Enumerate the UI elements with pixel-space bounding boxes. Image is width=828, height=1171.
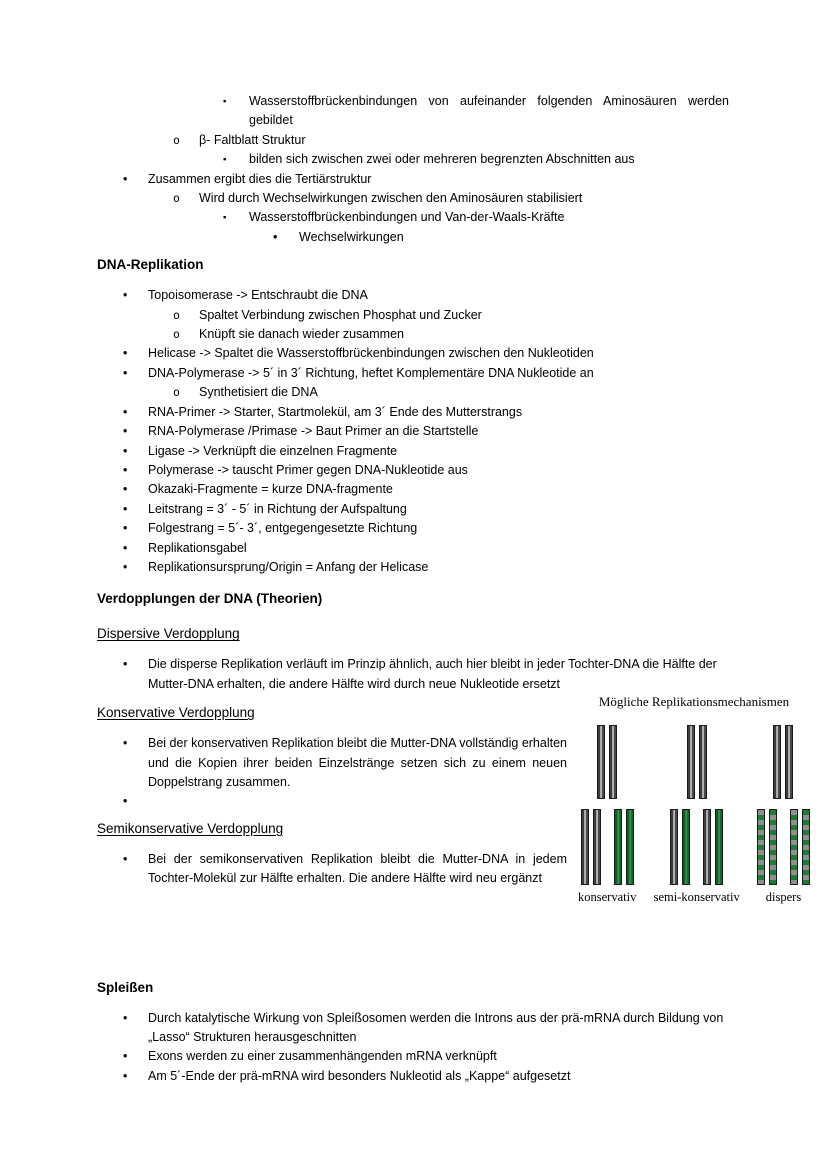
list-item: [97, 655, 729, 694]
list-item: [97, 189, 729, 208]
daughter-strand-pair: [703, 809, 723, 885]
old-strand-bar: [785, 725, 793, 799]
daughter-strand-pair: [581, 809, 601, 885]
list-item-text: Ligase -> Verknüpft die einzelnen Fragmente: [148, 443, 398, 458]
bullet-marker: o: [173, 191, 180, 206]
list-item: [97, 519, 729, 538]
mechanism-column: [757, 725, 810, 905]
bullet-marker: •: [123, 559, 128, 574]
daughter-strand-pair: [670, 809, 690, 885]
old-strand-bar: [593, 809, 601, 885]
daughter-strand-pair: [757, 809, 777, 885]
old-strand-bar: [699, 725, 707, 799]
list-item-text: RNA-Polymerase /Primase -> Baut Primer an die Startstelle: [148, 424, 479, 439]
list-item: [97, 228, 729, 247]
bullet-marker: •: [123, 657, 128, 672]
list-item: [97, 480, 729, 499]
parent-strand-pair: [597, 725, 617, 799]
bullet-marker: o: [173, 385, 180, 400]
list-item: [97, 1067, 729, 1086]
new-strand-bar: [682, 809, 690, 885]
list-item: [97, 92, 729, 131]
list-item-text: Helicase -> Spaltet die Wasserstoffbrückenbindungen zwischen den Nukleotiden: [148, 346, 594, 361]
bullet-marker: •: [123, 443, 128, 458]
list-item-text: Folgestrang = 5´- 3´, entgegengesetzte Richtung: [148, 521, 418, 536]
bullet-marker: •: [123, 851, 128, 866]
list-item: [97, 442, 729, 461]
list-item-text: Wechselwirkungen: [299, 229, 404, 244]
list-item-text: Leitstrang = 3´ - 5´ in Richtung der Aufspaltung: [148, 501, 407, 516]
dispersive-list: [97, 655, 729, 694]
list-item: [97, 344, 729, 363]
mixed-strand-bar: [769, 809, 777, 885]
list-item-text: Wasserstoffbrückenbindungen und Van-der-Waals-Kräfte: [249, 210, 565, 225]
spleissen-list: [97, 1009, 729, 1087]
bullet-marker: •: [123, 521, 128, 536]
list-item: [97, 539, 729, 558]
old-strand-bar: [703, 809, 711, 885]
bullet-marker: •: [123, 171, 128, 186]
figure-columns: [578, 725, 810, 905]
list-item: [97, 500, 729, 519]
list-item-text: Wasserstoffbrückenbindungen von aufeinander folgenden Aminosäuren werden gebildet: [249, 94, 729, 128]
list-item-text: Am 5´-Ende der prä-mRNA wird besonders Nukleotid als „Kappe“ aufgesetzt: [148, 1068, 571, 1083]
old-strand-bar: [581, 809, 589, 885]
new-strand-bar: [715, 809, 723, 885]
list-item-text: β- Faltblatt Struktur: [199, 132, 306, 147]
new-strand-bar: [614, 809, 622, 885]
subheading-dispersive-verdopplung: Dispersive Verdopplung: [97, 626, 240, 642]
list-item-text: bilden sich zwischen zwei oder mehreren begrenzten Abschnitten aus: [249, 152, 635, 167]
list-item: [97, 325, 729, 344]
bullet-marker: •: [273, 229, 278, 244]
list-item-text: Bei der semikonservativen Replikation bleibt die Mutter-DNA in jedem Tochter-Molekül zur Hälfte erhalten. Die andere Hälfte wird neu ergänzt: [148, 851, 567, 886]
list-item-text: Knüpft sie danach wieder zusammen: [199, 327, 404, 342]
list-item-text: Replikationsgabel: [148, 540, 247, 555]
parent-strand-pair: [687, 725, 707, 799]
list-item-text: Durch katalytische Wirkung von Spleißosomen werden die Introns aus der prä-mRNA durch Bildung von „Lasso“ Strukturen herausgeschnitten: [148, 1010, 724, 1044]
bullet-marker: •: [123, 365, 128, 380]
mechanism-column: [654, 725, 740, 905]
list-item: [97, 131, 729, 150]
list-item: [97, 364, 729, 383]
mechanism-label: konservativ: [578, 890, 637, 904]
parent-strand-pair: [773, 725, 793, 799]
list-item: [97, 208, 729, 227]
intro-bullet-list: [97, 92, 729, 247]
bullet-marker: •: [123, 794, 128, 809]
bullet-marker: o: [173, 307, 180, 322]
list-item-text: Polymerase -> tauscht Primer gegen DNA-Nukleotide aus: [148, 462, 468, 477]
mixed-strand-bar: [802, 809, 810, 885]
bullet-marker: ▪: [223, 96, 227, 107]
list-item-text: Bei der konservativen Replikation bleibt die Mutter-DNA vollständig erhalten und die Kopien ihrer beiden Einzelstränge setzen sich zu einem neuen Doppelstrang zusammen.: [148, 736, 567, 789]
mechanism-label: dispers: [765, 890, 802, 904]
list-item-text: Spaltet Verbindung zwischen Phosphat und Zucker: [199, 307, 482, 322]
list-item-text: Okazaki-Fragmente = kurze DNA-fragmente: [148, 482, 393, 497]
list-item-text: Topoisomerase -> Entschraubt die DNA: [148, 288, 368, 303]
bullet-marker: o: [173, 132, 180, 147]
bullet-marker: •: [123, 288, 128, 303]
heading-dna-replikation: DNA-Replikation: [97, 257, 204, 273]
list-item-text: Replikationsursprung/Origin = Anfang der Helicase: [148, 559, 429, 574]
daughter-strand-pair: [614, 809, 634, 885]
list-item-text: Die disperse Replikation verläuft im Prinzip ähnlich, auch hier bleibt in jeder Tochter-DNA die Hälfte der Mutter-DNA erhalten, die andere Hälfte wird durch neue Nukleotide ersetzt: [148, 657, 717, 691]
bullet-marker: •: [123, 736, 128, 751]
bullet-marker: •: [123, 404, 128, 419]
heading-spleissen: Spleißen: [97, 979, 154, 995]
daughter-strands-row: [757, 809, 810, 885]
bullet-marker: •: [123, 1010, 128, 1025]
figure-title: Mögliche Replikationsmechanismen: [598, 694, 790, 709]
bullet-marker: •: [123, 462, 128, 477]
bullet-marker: ▪: [223, 154, 227, 166]
old-strand-bar: [670, 809, 678, 885]
list-item: [97, 306, 729, 325]
bullet-marker: •: [123, 346, 128, 361]
list-item-text: Wird durch Wechselwirkungen zwischen den Aminosäuren stabilisiert: [199, 191, 583, 206]
bullet-marker: •: [123, 1068, 128, 1083]
daughter-strands-row: [581, 809, 634, 885]
mechanism-label: semi-konservativ: [653, 890, 740, 904]
replication-mechanisms-figure: [578, 694, 810, 905]
list-item: [97, 1009, 729, 1048]
bullet-marker: ▪: [223, 212, 227, 224]
bullet-marker: •: [123, 501, 128, 516]
dna-replikation-list: [97, 286, 729, 577]
list-item-text: DNA-Polymerase -> 5´ in 3´ Richtung, heftet Komplementäre DNA Nukleotide an: [148, 365, 594, 380]
list-item: [97, 170, 729, 189]
old-strand-bar: [597, 725, 605, 799]
subheading-konservative-verdopplung: Konservative Verdopplung: [97, 705, 255, 721]
old-strand-bar: [773, 725, 781, 799]
mechanism-column: [578, 725, 636, 905]
subheading-semikonservative-verdopplung: Semikonservative Verdopplung: [97, 820, 284, 836]
daughter-strands-row: [670, 809, 723, 885]
bullet-marker: •: [123, 424, 128, 439]
bullet-marker: o: [173, 327, 180, 342]
old-strand-bar: [687, 725, 695, 799]
bullet-marker: •: [123, 1049, 128, 1064]
list-item: [97, 383, 729, 402]
list-item-text: Zusammen ergibt dies die Tertiärstruktur: [148, 171, 372, 186]
list-item: [97, 150, 729, 169]
new-strand-bar: [626, 809, 634, 885]
list-item: [97, 1047, 729, 1066]
bullet-marker: •: [123, 482, 128, 497]
list-item: [97, 403, 729, 422]
heading-verdopplungen-der-dna: Verdopplungen der DNA (Theorien): [97, 591, 323, 607]
list-item: [97, 422, 729, 441]
daughter-strand-pair: [790, 809, 810, 885]
list-item: [97, 461, 729, 480]
list-item: [97, 558, 729, 577]
old-strand-bar: [609, 725, 617, 799]
mixed-strand-bar: [790, 809, 798, 885]
bullet-marker: •: [123, 540, 128, 555]
list-item: [97, 286, 729, 305]
list-item-text: Exons werden zu einer zusammenhängenden mRNA verknüpft: [148, 1049, 497, 1064]
mixed-strand-bar: [757, 809, 765, 885]
list-item-text: RNA-Primer -> Starter, Startmolekül, am 3´ Ende des Mutterstrangs: [148, 404, 523, 419]
list-item-text: Synthetisiert die DNA: [199, 385, 318, 400]
